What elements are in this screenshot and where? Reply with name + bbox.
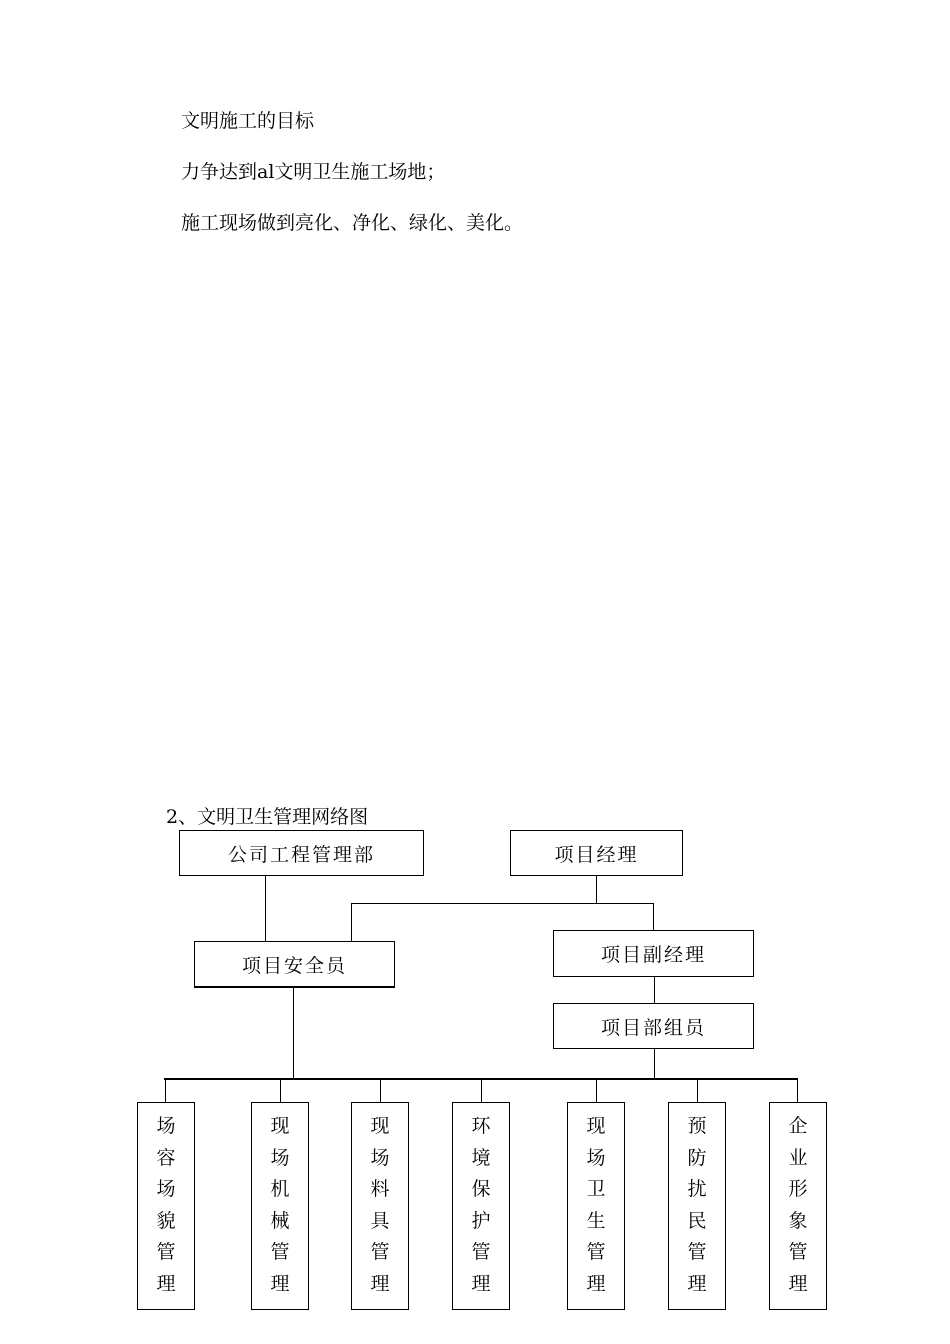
char: 生 [586, 1209, 606, 1232]
site-hygiene-box [567, 1102, 625, 1310]
char: 管 [471, 1241, 491, 1263]
connector-to-safety [351, 903, 352, 941]
char: 环 [471, 1115, 491, 1137]
char: 管 [270, 1241, 290, 1263]
char: 场 [586, 1146, 606, 1169]
char: 理 [586, 1272, 606, 1295]
goal-title: 文明施工的目标 [181, 110, 315, 132]
char: 理 [471, 1272, 491, 1295]
char: 现 [370, 1115, 390, 1137]
char: 理 [687, 1272, 707, 1295]
site-appearance-box [137, 1102, 195, 1310]
goal-line-1: 力争达到al文明卫生施工场地； [181, 161, 446, 183]
drop-6 [697, 1079, 698, 1102]
char: 现 [270, 1115, 290, 1137]
char: 管 [687, 1241, 707, 1263]
environment-protection-box [452, 1102, 510, 1310]
char: 防 [687, 1146, 707, 1169]
char: 理 [270, 1272, 290, 1295]
char: 现 [586, 1115, 606, 1137]
char: 场 [156, 1178, 176, 1200]
safety-officer-box: 项目安全员 [194, 941, 395, 988]
char: 护 [471, 1209, 491, 1232]
drop-5 [596, 1079, 597, 1102]
site-machinery-box [251, 1102, 309, 1310]
connector-safety-to-bus [293, 988, 294, 1079]
char: 机 [270, 1178, 290, 1200]
char: 卫 [586, 1178, 606, 1200]
char: 理 [370, 1272, 390, 1295]
char: 料 [370, 1178, 390, 1200]
char: 场 [156, 1115, 176, 1137]
connector-members-to-bus [654, 1049, 655, 1079]
char: 预 [687, 1115, 707, 1137]
char: 形 [788, 1178, 808, 1200]
project-manager-box: 项目经理 [510, 830, 683, 876]
connector-horizontal-top [351, 903, 654, 904]
corporate-image-box [769, 1102, 827, 1310]
char: 场 [270, 1146, 290, 1169]
char: 保 [471, 1178, 491, 1200]
drop-7 [797, 1079, 798, 1102]
company-dept-box: 公司工程管理部 [179, 830, 424, 876]
goal-line-2: 施工现场做到亮化、净化、绿化、美化。 [181, 212, 524, 234]
char: 业 [788, 1146, 808, 1169]
connector-company-to-safety [265, 876, 266, 941]
char: 扰 [687, 1178, 707, 1200]
section-heading: 2、文明卫生管理网络图 [166, 806, 369, 828]
drop-3 [380, 1079, 381, 1102]
deputy-manager-box: 项目副经理 [553, 930, 754, 977]
char: 象 [788, 1209, 808, 1232]
char: 具 [370, 1209, 390, 1232]
connector-to-deputy [653, 903, 654, 930]
drop-2 [280, 1079, 281, 1102]
char: 貌 [156, 1209, 176, 1232]
char: 管 [788, 1241, 808, 1263]
char: 理 [788, 1272, 808, 1295]
char: 企 [788, 1115, 808, 1137]
connector-manager-down [596, 876, 597, 903]
char: 管 [586, 1241, 606, 1263]
char: 容 [156, 1146, 176, 1169]
char: 械 [270, 1209, 290, 1232]
char: 管 [156, 1241, 176, 1263]
char: 理 [156, 1272, 176, 1295]
char: 管 [370, 1241, 390, 1263]
connector-deputy-to-members [654, 977, 655, 1003]
team-members-box: 项目部组员 [553, 1003, 754, 1049]
disturbance-prevention-box [668, 1102, 726, 1310]
site-materials-box [351, 1102, 409, 1310]
char: 场 [370, 1146, 390, 1169]
char: 民 [687, 1209, 707, 1232]
drop-4 [481, 1079, 482, 1102]
char: 境 [471, 1146, 491, 1169]
drop-1 [165, 1079, 166, 1102]
